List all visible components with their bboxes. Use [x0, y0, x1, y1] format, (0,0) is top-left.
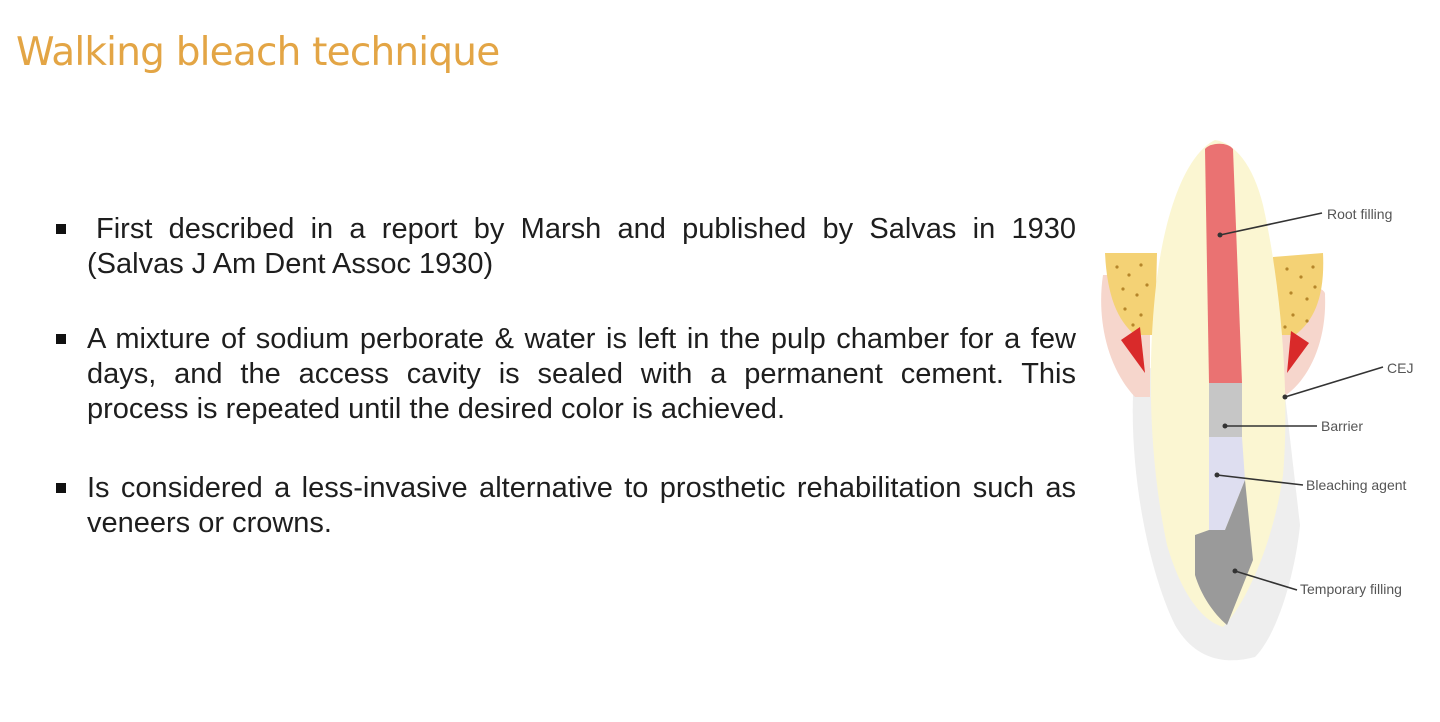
label-temporary-filling: Temporary filling [1300, 581, 1402, 597]
tooth-diagram-svg [1095, 135, 1435, 675]
bullet-text: Is considered a less-invasive alternative to prosthetic rehabilitation such as veneers or crowns. [87, 472, 1076, 539]
square-bullet-icon [56, 224, 66, 234]
tooth-diagram [1095, 135, 1435, 675]
label-barrier: Barrier [1321, 418, 1364, 434]
square-bullet-icon [56, 334, 66, 344]
barrier [1209, 383, 1242, 437]
label-bleaching-agent: Bleaching agent [1306, 477, 1407, 493]
bullet-item [54, 322, 1076, 427]
bullet-item [54, 471, 1076, 541]
label-root-filling: Root filling [1327, 206, 1393, 222]
bullet-text: A mixture of sodium perborate & water is left in the pulp chamber for a few days, and the access cavity is sealed with a permanent cement. This process is repeated until the desired color is achieved. [87, 323, 1076, 425]
label-cej: CEJ [1387, 360, 1414, 376]
bullet-list [54, 212, 1076, 581]
bullet-item [54, 212, 1076, 282]
square-bullet-icon [56, 483, 66, 493]
bullet-text: First described in a report by Marsh and published by Salvas in 1930 (Salvas J Am Dent Assoc 1930) [87, 213, 1076, 280]
slide-title: Walking bleach technique [16, 30, 500, 75]
